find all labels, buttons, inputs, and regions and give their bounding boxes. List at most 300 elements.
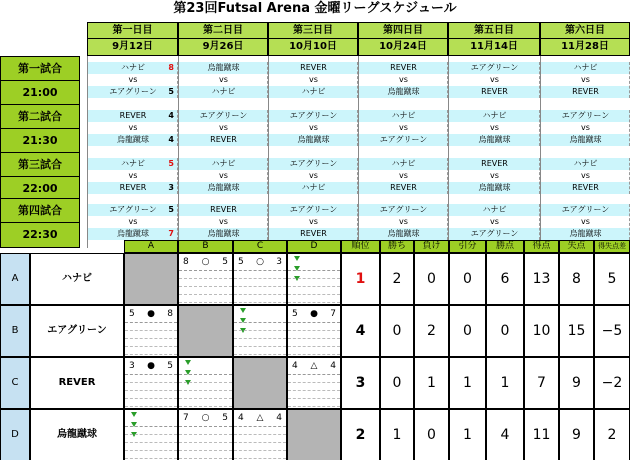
vs-label: vs xyxy=(179,74,268,86)
home-team: ハナビ xyxy=(449,204,540,216)
score-for: 4 xyxy=(292,361,298,371)
away-team: ハナビ xyxy=(179,86,268,98)
detail-line xyxy=(234,279,286,287)
team-name: 烏龍蹴球 xyxy=(30,409,124,460)
team-name: エアグリーン xyxy=(30,305,124,357)
detail-line xyxy=(125,391,177,399)
detail-line xyxy=(125,331,177,339)
result-mark: ● xyxy=(147,361,155,371)
stat-cell: 2 xyxy=(380,253,414,305)
match-cell[interactable] xyxy=(358,56,448,106)
detail-line xyxy=(288,287,340,295)
stat-cell: 2 xyxy=(341,409,380,460)
home-team: ハナビ xyxy=(541,158,630,170)
detail-line xyxy=(179,399,232,407)
detail-line xyxy=(234,287,286,295)
away-team: REVER xyxy=(179,134,268,146)
detail-lines xyxy=(234,270,286,304)
day-header xyxy=(358,22,448,56)
home-team: エアグリーン 5 xyxy=(88,204,178,216)
match-cell[interactable] xyxy=(540,56,630,106)
away-team: 烏龍蹴球 xyxy=(359,228,448,240)
day-header xyxy=(87,22,178,56)
day-date: 11月28日 xyxy=(561,41,609,52)
stat-cell: 0 xyxy=(449,305,486,357)
match-cell[interactable] xyxy=(448,104,540,154)
score-for: 5 xyxy=(129,309,135,319)
home-team: REVER xyxy=(449,158,540,170)
column-letter: B xyxy=(178,240,233,253)
column-letter: D xyxy=(287,240,341,253)
result-cell[interactable] xyxy=(124,305,178,357)
home-team: REVER xyxy=(359,62,448,74)
standings-row xyxy=(0,305,630,357)
stat-cell: 4 xyxy=(341,305,380,357)
detail-line xyxy=(179,295,232,303)
team-name: REVER xyxy=(30,357,124,409)
detail-lines xyxy=(179,374,232,408)
result-cell[interactable] xyxy=(178,409,233,460)
detail-line xyxy=(288,391,340,399)
stat-cell: 0 xyxy=(486,305,524,357)
result-score xyxy=(234,412,286,424)
away-team: REVER xyxy=(541,182,630,194)
vs-label: vs xyxy=(269,216,358,228)
stat-cell: 1 xyxy=(380,409,414,460)
score-for: 8 xyxy=(183,257,189,267)
detail-line xyxy=(125,399,177,407)
result-mark: ○ xyxy=(201,413,210,423)
stat-cell: 4 xyxy=(486,409,524,460)
vs-label: vs xyxy=(269,170,358,182)
result-cell[interactable] xyxy=(124,357,178,409)
result-score xyxy=(234,256,286,268)
result-mark: △ xyxy=(310,361,318,371)
detail-line xyxy=(179,435,232,443)
day-date: 10月24日 xyxy=(379,41,427,52)
match-cell[interactable] xyxy=(178,152,268,202)
match-time: 21:30 xyxy=(22,134,58,147)
stat-cell: 1 xyxy=(449,357,486,409)
score-against: 4 xyxy=(330,361,336,371)
stat-cell: 10 xyxy=(524,305,559,357)
home-team: エアグリーン xyxy=(269,204,358,216)
stat-cell: 15 xyxy=(559,305,594,357)
detail-line xyxy=(179,375,232,383)
day-header xyxy=(178,22,268,56)
day-date: 10月10日 xyxy=(289,41,337,52)
result-mark: ● xyxy=(310,309,318,319)
standings-row xyxy=(0,253,630,305)
day-date: 9月26日 xyxy=(202,41,244,52)
stat-cell: 0 xyxy=(380,305,414,357)
match-cell[interactable] xyxy=(448,152,540,202)
detail-line xyxy=(125,435,177,443)
score-against: 5 xyxy=(167,361,173,371)
vs-label: vs xyxy=(179,216,268,228)
detail-line xyxy=(234,427,286,435)
detail-lines xyxy=(179,426,232,460)
detail-line xyxy=(234,443,286,451)
detail-line xyxy=(125,347,177,355)
home-team: REVER xyxy=(179,204,268,216)
result-cell[interactable] xyxy=(287,305,341,357)
away-team: エアグリーン xyxy=(449,228,540,240)
result-score xyxy=(125,308,177,320)
home-team: エアグリーン xyxy=(541,204,630,216)
vs-label: vs xyxy=(88,122,178,134)
result-cell[interactable] xyxy=(233,305,287,357)
vs-label: vs xyxy=(359,170,448,182)
result-cell[interactable] xyxy=(178,253,233,305)
score-for: 5 xyxy=(292,309,298,319)
home-team: ハナビ xyxy=(179,158,268,170)
score-for: 7 xyxy=(183,413,189,423)
home-team: ハナビ xyxy=(449,110,540,122)
stat-header: 引分 xyxy=(449,240,486,253)
vs-label: vs xyxy=(541,216,630,228)
detail-line xyxy=(125,375,177,383)
match-cell[interactable] xyxy=(87,56,178,106)
result-mark: △ xyxy=(256,413,264,423)
away-team: REVER 3 xyxy=(88,182,178,194)
vs-label: vs xyxy=(449,74,540,86)
match-name: 第四試合 xyxy=(1,199,79,223)
stat-header: 得失点差 xyxy=(594,240,630,253)
match-group xyxy=(0,152,630,202)
stat-cell: 11 xyxy=(524,409,559,460)
score-against: 8 xyxy=(167,309,173,319)
page-title: 第23回Futsal Arena 金曜リーグスケジュール xyxy=(173,1,457,16)
vs-label: vs xyxy=(359,74,448,86)
vs-label: vs xyxy=(359,216,448,228)
self-cell xyxy=(233,357,287,409)
stat-cell: 9 xyxy=(559,409,594,460)
detail-lines xyxy=(125,374,177,408)
match-time: 22:00 xyxy=(22,182,58,195)
detail-line xyxy=(288,323,340,331)
column-letter: C xyxy=(233,240,287,253)
stat-header: 負け xyxy=(414,240,449,253)
home-team: 烏龍蹴球 xyxy=(179,62,268,74)
away-team: エアグリーン 5 xyxy=(88,86,178,98)
vs-label: vs xyxy=(449,170,540,182)
stat-cell: 1 xyxy=(341,253,380,305)
detail-lines xyxy=(125,426,177,460)
score-for: 5 xyxy=(238,257,244,267)
away-team: エアグリーン xyxy=(359,134,448,146)
day-label: 第五日目 xyxy=(449,23,539,39)
result-score xyxy=(288,360,340,372)
detail-line xyxy=(234,295,286,303)
stat-cell: 5 xyxy=(594,253,630,305)
detail-line xyxy=(288,347,340,355)
team-index: D xyxy=(0,409,30,460)
stat-header: 勝ち xyxy=(380,240,414,253)
detail-lines xyxy=(288,374,340,408)
away-team: 烏龍蹴球 xyxy=(269,134,358,146)
away-team: ハナビ xyxy=(269,182,358,194)
detail-line xyxy=(179,443,232,451)
detail-line xyxy=(125,451,177,459)
day-date: 11月14日 xyxy=(470,41,518,52)
detail-line xyxy=(179,427,232,435)
day-label: 第六日目 xyxy=(541,23,629,39)
home-team: エアグリーン xyxy=(269,110,358,122)
result-cell[interactable] xyxy=(178,357,233,409)
stat-cell: 1 xyxy=(414,357,449,409)
vs-label: vs xyxy=(541,122,630,134)
match-cell[interactable] xyxy=(358,152,448,202)
score-against: 7 xyxy=(330,309,336,319)
detail-line xyxy=(234,323,286,331)
match-time: 22:30 xyxy=(22,228,58,241)
away-team: 烏龍蹴球 xyxy=(179,228,268,240)
detail-line xyxy=(288,383,340,391)
match-cell[interactable] xyxy=(540,152,630,202)
match-group xyxy=(0,104,630,154)
detail-line xyxy=(288,279,340,287)
score-for: 4 xyxy=(238,413,244,423)
team-index: A xyxy=(0,253,30,305)
column-letter: A xyxy=(124,240,178,253)
stat-header: 勝点 xyxy=(486,240,524,253)
detail-line xyxy=(234,339,286,347)
standings-row xyxy=(0,357,630,409)
stat-cell: 13 xyxy=(524,253,559,305)
result-score xyxy=(179,256,232,268)
self-cell xyxy=(287,409,341,460)
away-team: 烏龍蹴球 xyxy=(449,134,540,146)
away-team: REVER xyxy=(449,86,540,98)
result-score xyxy=(125,360,177,372)
stat-cell: 6 xyxy=(486,253,524,305)
stat-cell: −5 xyxy=(594,305,630,357)
result-cell[interactable] xyxy=(287,253,341,305)
match-group xyxy=(0,56,630,106)
match-cell[interactable] xyxy=(87,104,178,154)
away-team: 烏龍蹴球 4 xyxy=(88,134,178,146)
home-score: 4 xyxy=(168,111,174,120)
stat-cell: 2 xyxy=(414,305,449,357)
match-label xyxy=(0,152,80,202)
vs-label: vs xyxy=(541,74,630,86)
match-cell[interactable] xyxy=(268,104,358,154)
match-cell[interactable] xyxy=(87,152,178,202)
stat-cell: 0 xyxy=(380,357,414,409)
detail-line xyxy=(125,323,177,331)
away-team: 烏龍蹴球 7 xyxy=(88,228,178,240)
vs-label: vs xyxy=(179,122,268,134)
result-score xyxy=(288,256,340,268)
stat-cell: 0 xyxy=(449,253,486,305)
detail-line xyxy=(288,295,340,303)
self-cell xyxy=(124,253,178,305)
result-mark: ○ xyxy=(201,257,210,267)
result-mark: ○ xyxy=(256,257,264,267)
standings-table xyxy=(0,240,630,460)
away-team: REVER xyxy=(269,228,358,240)
detail-lines xyxy=(179,270,232,304)
result-cell[interactable] xyxy=(287,357,341,409)
vs-label: vs xyxy=(269,122,358,134)
match-cell[interactable] xyxy=(178,104,268,154)
result-score xyxy=(234,308,286,320)
match-label xyxy=(0,56,80,106)
result-score xyxy=(179,412,232,424)
away-team: 烏龍蹴球 xyxy=(359,86,448,98)
home-team: エアグリーン xyxy=(179,110,268,122)
match-cell[interactable] xyxy=(540,104,630,154)
away-team: 烏龍蹴球 xyxy=(449,182,540,194)
stat-cell: 8 xyxy=(559,253,594,305)
match-cell[interactable] xyxy=(448,56,540,106)
detail-line xyxy=(125,339,177,347)
score-for: 3 xyxy=(129,361,135,371)
result-cell[interactable] xyxy=(233,253,287,305)
home-team: ハナビ xyxy=(359,110,448,122)
detail-line xyxy=(288,399,340,407)
vs-label: vs xyxy=(269,74,358,86)
result-cell[interactable] xyxy=(233,409,287,460)
away-team: 烏龍蹴球 xyxy=(179,182,268,194)
detail-line xyxy=(234,435,286,443)
team-name: ハナビ xyxy=(30,253,124,305)
away-team: 烏龍蹴球 xyxy=(541,228,630,240)
vs-label: vs xyxy=(179,170,268,182)
home-team: REVER 4 xyxy=(88,110,178,122)
result-mark: ● xyxy=(147,309,155,319)
day-label: 第二日目 xyxy=(179,23,267,39)
day-header xyxy=(448,22,540,56)
away-team: 烏龍蹴球 xyxy=(541,134,630,146)
match-name: 第三試合 xyxy=(1,153,79,177)
detail-line xyxy=(179,451,232,459)
detail-line xyxy=(234,347,286,355)
home-team: REVER xyxy=(269,62,358,74)
stat-cell: −2 xyxy=(594,357,630,409)
home-team: エアグリーン xyxy=(359,204,448,216)
detail-line xyxy=(179,279,232,287)
score-against: 5 xyxy=(222,413,228,423)
detail-lines xyxy=(125,322,177,356)
standings-row xyxy=(0,409,630,460)
day-header xyxy=(540,22,630,56)
vs-label: vs xyxy=(88,216,178,228)
home-score: 8 xyxy=(168,63,174,72)
match-name: 第一試合 xyxy=(1,57,79,81)
match-cell[interactable] xyxy=(178,56,268,106)
match-cell[interactable] xyxy=(268,152,358,202)
team-index: B xyxy=(0,305,30,357)
detail-line xyxy=(179,271,232,279)
stat-cell: 0 xyxy=(414,409,449,460)
result-score xyxy=(125,412,177,424)
score-against: 3 xyxy=(276,257,282,267)
vs-label: vs xyxy=(449,122,540,134)
home-score: 5 xyxy=(168,205,174,214)
day-date: 9月12日 xyxy=(112,41,153,52)
detail-lines xyxy=(234,426,286,460)
detail-lines xyxy=(288,322,340,356)
home-team: ハナビ xyxy=(541,62,630,74)
detail-line xyxy=(125,443,177,451)
team-index: C xyxy=(0,357,30,409)
home-team: エアグリーン xyxy=(449,62,540,74)
vs-label: vs xyxy=(88,170,178,182)
detail-line xyxy=(179,391,232,399)
day-label: 第三日目 xyxy=(269,23,357,39)
detail-line xyxy=(125,427,177,435)
vs-label: vs xyxy=(449,216,540,228)
match-cell[interactable] xyxy=(268,56,358,106)
stat-cell: 7 xyxy=(524,357,559,409)
detail-line xyxy=(234,331,286,339)
result-score xyxy=(179,360,232,372)
stat-header: 得点 xyxy=(524,240,559,253)
day-header xyxy=(268,22,358,56)
match-name: 第二試合 xyxy=(1,105,79,129)
stat-cell: 9 xyxy=(559,357,594,409)
home-team: ハナビ 8 xyxy=(88,62,178,74)
detail-line xyxy=(288,339,340,347)
match-cell[interactable] xyxy=(358,104,448,154)
detail-line xyxy=(288,331,340,339)
away-score: 3 xyxy=(168,183,174,192)
stat-cell: 2 xyxy=(594,409,630,460)
home-team: エアグリーン xyxy=(269,158,358,170)
detail-line xyxy=(179,383,232,391)
stat-header: 順位 xyxy=(341,240,380,253)
score-against: 4 xyxy=(276,413,282,423)
match-time: 21:00 xyxy=(22,86,58,99)
result-score xyxy=(288,308,340,320)
detail-line xyxy=(288,271,340,279)
detail-line xyxy=(234,451,286,459)
home-team: エアグリーン xyxy=(541,110,630,122)
result-cell[interactable] xyxy=(124,409,178,460)
away-score: 4 xyxy=(168,135,174,144)
match-label xyxy=(0,104,80,154)
detail-lines xyxy=(234,322,286,356)
day-label: 第一日目 xyxy=(88,23,177,39)
away-team: ハナビ xyxy=(269,86,358,98)
home-score: 5 xyxy=(168,159,174,168)
self-cell xyxy=(178,305,233,357)
home-team: ハナビ 5 xyxy=(88,158,178,170)
stat-cell: 3 xyxy=(341,357,380,409)
home-team: ハナビ xyxy=(359,158,448,170)
score-against: 5 xyxy=(222,257,228,267)
stat-cell: 1 xyxy=(449,409,486,460)
detail-lines xyxy=(288,270,340,304)
away-team: REVER xyxy=(541,86,630,98)
away-score: 7 xyxy=(168,229,174,238)
day-label: 第四日目 xyxy=(359,23,447,39)
away-team: REVER xyxy=(359,182,448,194)
vs-label: vs xyxy=(88,74,178,86)
vs-label: vs xyxy=(541,170,630,182)
detail-line xyxy=(234,271,286,279)
away-score: 5 xyxy=(168,87,174,96)
detail-line xyxy=(288,375,340,383)
stat-cell: 1 xyxy=(486,357,524,409)
stat-header: 失点 xyxy=(559,240,594,253)
vs-label: vs xyxy=(359,122,448,134)
detail-line xyxy=(179,287,232,295)
stat-cell: 0 xyxy=(414,253,449,305)
detail-line xyxy=(125,383,177,391)
